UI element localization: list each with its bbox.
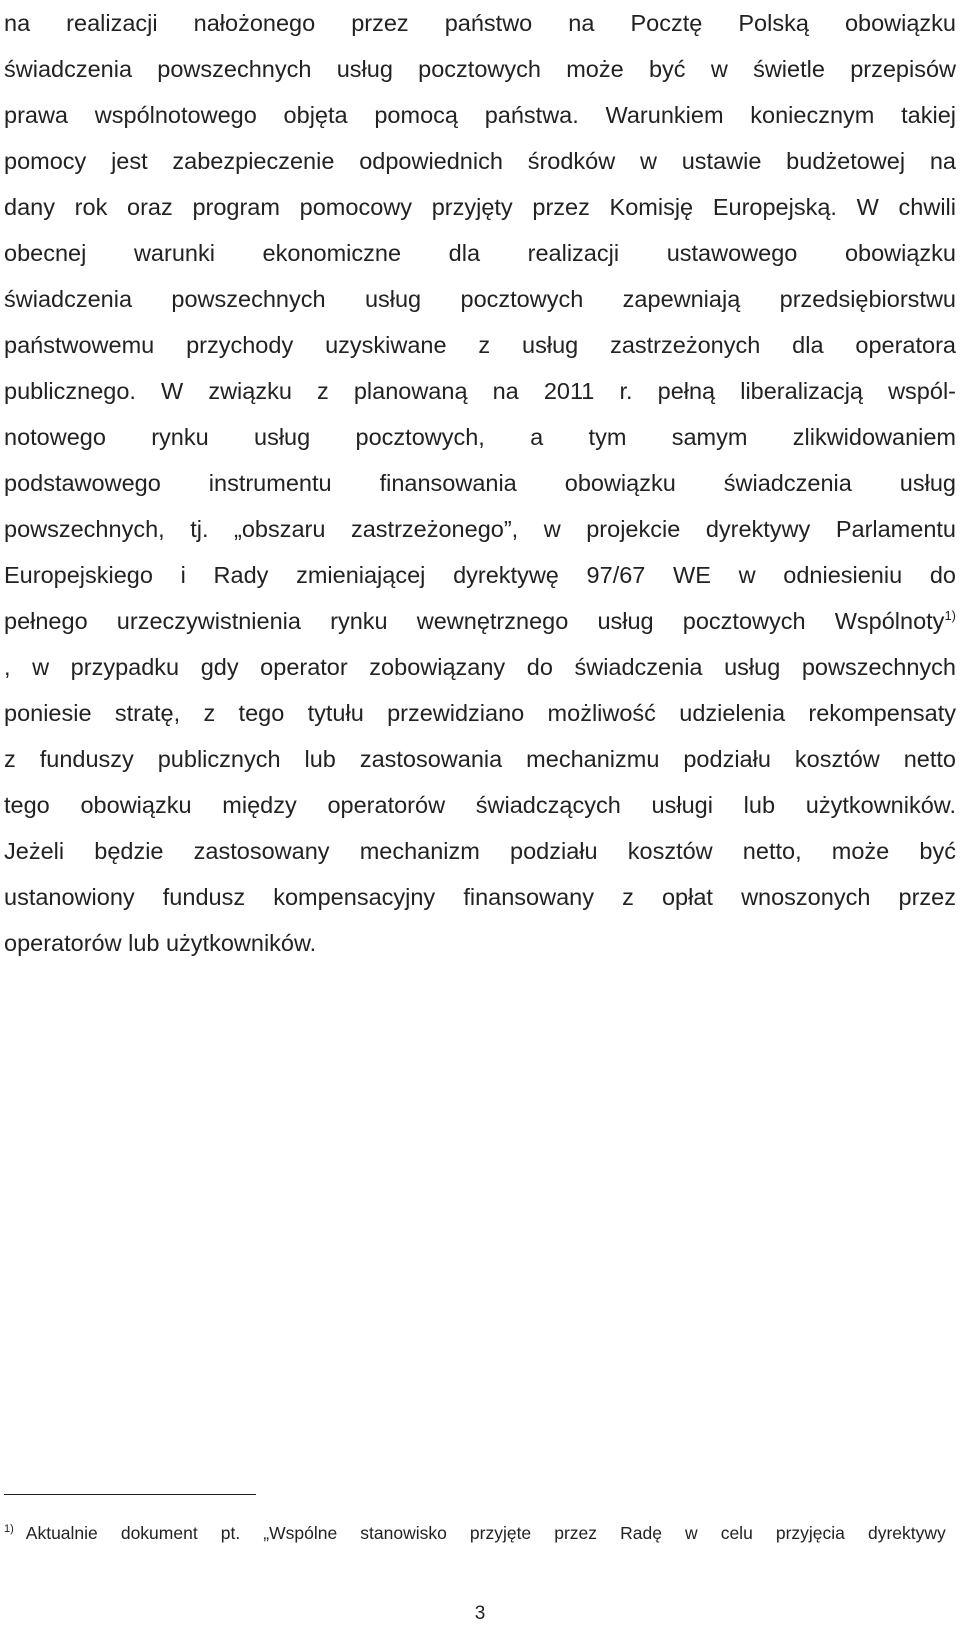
text-line: poniesie stratę, z tego tytułu przewidziano możliwość udzielenia rekompensaty <box>4 700 956 726</box>
text-line: operatorów lub użytkowników. <box>4 930 317 956</box>
text-line: , w przypadku gdy operator zobowiązany do świadczenia usług powszechnych <box>4 654 956 680</box>
text-line: powszechnych, tj. „obszaru zastrzeżonego”, w projekcie dyrektywy Parlamentu <box>4 516 956 542</box>
text-line: świadczenia powszechnych usług pocztowych zapewniają przedsiębiorstwu <box>4 286 956 312</box>
body-paragraph <box>4 0 956 966</box>
footnote-ref[interactable]: 1) <box>944 608 956 624</box>
footnote-marker: 1) <box>4 1523 14 1536</box>
footnote <box>4 1520 956 1546</box>
text-line: na realizacji nałożonego przez państwo na Pocztę Polską obowiązku <box>4 10 956 36</box>
text-line: notowego rynku usług pocztowych, a tym samym zlikwidowaniem <box>4 424 956 450</box>
text-line: państwowemu przychody uzyskiwane z usług zastrzeżonych dla operatora <box>4 332 956 358</box>
text-line: Europejskiego i Rady zmieniającej dyrektywę 97/67 WE w odniesieniu do <box>4 562 956 588</box>
footnote-text: Aktualnie dokument pt. „Wspólne stanowisko przyjęte przez Radę w celu przyjęcia dyrektywy <box>25 1523 946 1543</box>
text-line: prawa wspólnotowego objęta pomocą państwa. Warunkiem koniecznym takiej <box>4 102 956 128</box>
text-line-with-footnote-ref <box>4 598 956 644</box>
text-line: tego obowiązku między operatorów świadczących usługi lub użytkowników. <box>4 792 956 818</box>
text-line: ustanowiony fundusz kompensacyjny finansowany z opłat wnoszonych przez <box>4 884 956 910</box>
text-line: obecnej warunki ekonomiczne dla realizacji ustawowego obowiązku <box>4 240 956 266</box>
page-number: 3 <box>474 1603 486 1624</box>
text-line: dany rok oraz program pomocowy przyjęty przez Komisję Europejską. W chwili <box>4 194 956 220</box>
text-line: publicznego. W związku z planowaną na 2011 r. pełną liberalizacją wspól- <box>4 378 956 404</box>
text-line: Jeżeli będzie zastosowany mechanizm podziału kosztów netto, może być <box>4 838 956 864</box>
text-line: z funduszy publicznych lub zastosowania mechanizmu podziału kosztów netto <box>4 746 956 772</box>
text-line: podstawowego instrumentu finansowania obowiązku świadczenia usług <box>4 470 956 496</box>
footnote-separator <box>4 1494 256 1495</box>
text-line: pomocy jest zabezpieczenie odpowiednich środków w ustawie budżetowej na <box>4 148 956 174</box>
text-line-part: pełnego urzeczywistnienia rynku wewnętrznego usług pocztowych Wspólnoty <box>4 608 945 634</box>
text-line: świadczenia powszechnych usług pocztowych może być w świetle przepisów <box>4 56 956 82</box>
